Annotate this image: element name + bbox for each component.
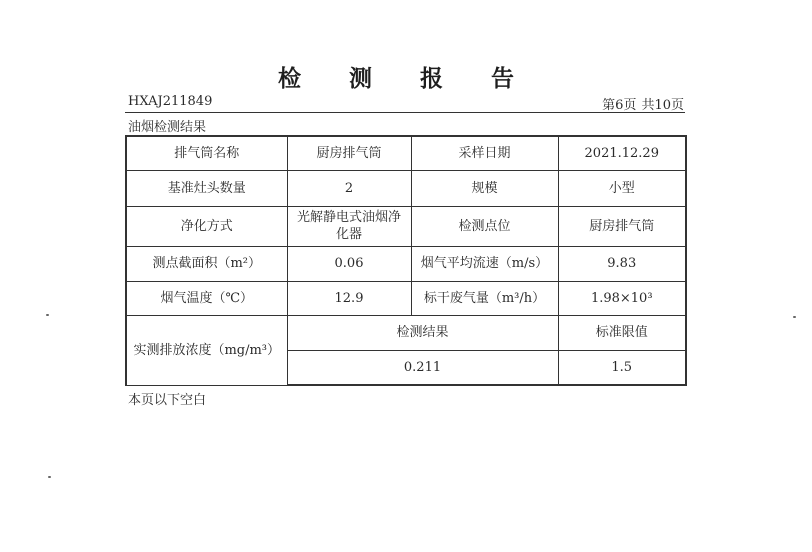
area-label: 测点截面积（m²）	[126, 246, 287, 281]
test-point-value: 厨房排气筒	[558, 206, 686, 246]
limit-value: 1.5	[558, 350, 686, 385]
sampling-date-label: 采样日期	[411, 136, 558, 170]
result-value: 0.211	[287, 350, 558, 385]
scan-speck	[46, 314, 49, 316]
table-row	[126, 315, 686, 350]
scale-label: 规模	[411, 170, 558, 206]
table-row	[126, 246, 686, 281]
table-row	[126, 170, 686, 206]
test-point-label: 检测点位	[411, 206, 558, 246]
scan-speck	[48, 476, 51, 478]
gas-volume-value: 1.98×10³	[558, 281, 686, 315]
page-indicator	[602, 94, 684, 113]
table-row	[126, 281, 686, 315]
result-label: 检测结果	[287, 315, 558, 350]
temperature-label: 烟气温度（℃）	[126, 281, 287, 315]
flow-speed-label: 烟气平均流速（m/s）	[411, 246, 558, 281]
purification-value: 光解静电式油烟净化器	[287, 206, 411, 246]
stove-count-label: 基准灶头数量	[126, 170, 287, 206]
exhaust-name-value: 厨房排气筒	[287, 136, 411, 170]
table-row	[126, 136, 686, 170]
flow-speed-value: 9.83	[558, 246, 686, 281]
oil-fume-results-table	[125, 135, 687, 386]
report-number: HXAJ211849	[128, 94, 213, 109]
concentration-label: 实测排放浓度（mg/m³）	[126, 315, 287, 385]
page-number: 第6页	[602, 98, 637, 113]
section-title: 油烟检测结果	[128, 120, 207, 135]
scan-speck	[793, 316, 796, 318]
gas-volume-label: 标干废气量（m³/h）	[411, 281, 558, 315]
stove-count-value: 2	[287, 170, 411, 206]
scale-value: 小型	[558, 170, 686, 206]
temperature-value: 12.9	[287, 281, 411, 315]
total-pages: 共10页	[641, 98, 684, 113]
table-row	[126, 206, 686, 246]
sampling-date-value: 2021.12.29	[558, 136, 686, 170]
report-title: 检 测 报 告	[277, 65, 535, 92]
area-value: 0.06	[287, 246, 411, 281]
limit-label: 标准限值	[558, 315, 686, 350]
purification-label: 净化方式	[126, 206, 287, 246]
blank-below-note: 本页以下空白	[128, 393, 207, 408]
header-divider	[125, 112, 685, 113]
exhaust-name-label: 排气筒名称	[126, 136, 287, 170]
